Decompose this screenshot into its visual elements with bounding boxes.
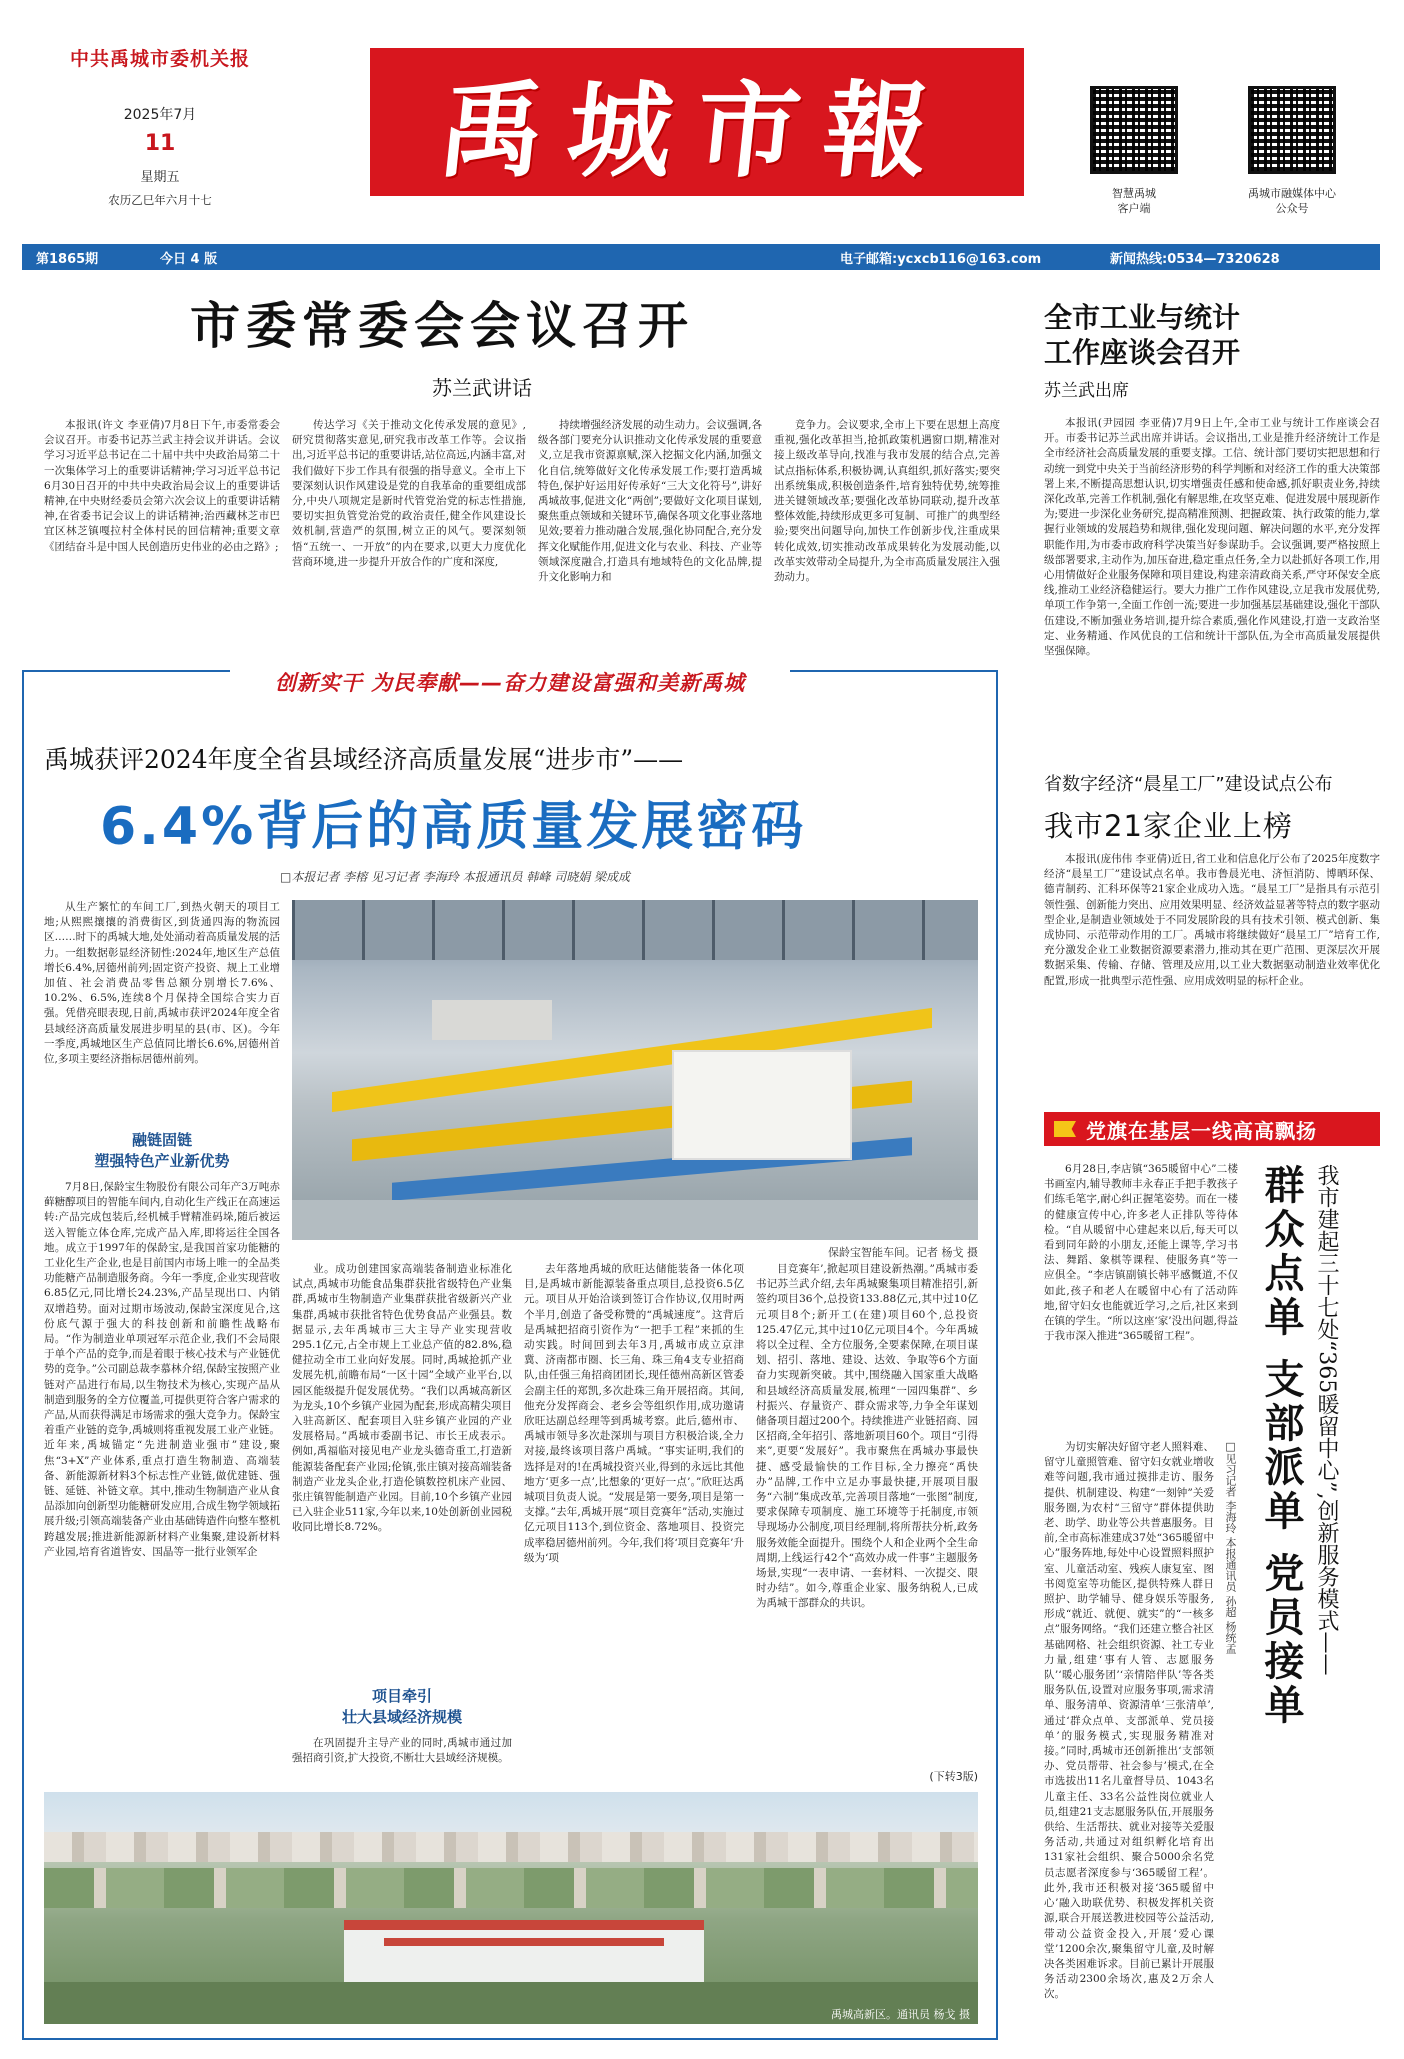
qr-code-app-caption: 智慧禹城 客户端 <box>1112 187 1156 215</box>
continued-on-page-3: (下转3版) <box>929 1770 978 1783</box>
feature-subhead-1: 融链固链 塑强特色产业新优势 <box>94 1131 230 1170</box>
feature-headline: 6.4%背后的高质量发展密码 <box>100 797 807 857</box>
factory-photo <box>292 900 978 1240</box>
lead-headline: 市委常委会会议召开 <box>190 297 694 355</box>
side1-subheadline: 苏兰武出席 <box>1044 381 1129 401</box>
issue-number: 第1865期 <box>36 251 99 267</box>
newspaper-logo <box>370 48 1024 196</box>
contact-email: 电子邮箱:ycxcb116@163.com <box>840 251 1042 267</box>
lead-column-2: 传达学习《关于推动文化传承发展的意见》,研究贯彻落实意见,研究我市改革工作等。会议指出,习近平总书记的重要讲话,站位高远,内涵丰富,对我们做好下步工作具有很强的指导意义。全市上下要深刻认识作风建设是党的自我革命的重要组成部分,中央八项规定是新时代管党治党的标志性措施,要切实担负管党治党的政治责任,健全作风建设长效机制,营造严的氛围,树立正的风气。要深刻领悟“五统一、一开放”的内在要求,以更大力度优化营商环境,进一步提升开放合作的广度和深度, <box>292 419 526 568</box>
feature-column-d: 目竞赛年’,掀起项目建设新热潮。”禹城市委书记苏兰武介绍,去年禹城聚集项目精准招引,新签约项目36个,总投资133.88亿元,其中过10亿元项目8个;新开工(在建)项目60个,总投资125.47亿元,其中过10亿元项目4个。今年禹城将以全过程、全方位服务,全要素保障,在项目谋划、招引、落地、建设、达效、争取等6个方面奋力实现新突破。其中,围绕融入国家重大战略和县域经济高质量发展,梳理“一园四集群”、乡村振兴、存量资产、群众需求等,力争全年谋划储备项目超过200个。持续推进产业链招商、园区招商,全年招引、落地新项目60个。项目“引得来”,更要“发展好”。我市聚焦在禹城办事最快捷、感受最愉快的工作目标,全力擦亮“禹快办”品牌,工作中立足办事最快捷,开展项目服务“六制”集成改革,完善项目落地“一张图”制度,要求保障专项制度、施工环境等于托制度,市领导现场办公制度,项目经理制,将所帮扶分析,政务服务效能全面提升。围绕个人和企业两个全生命周期,上线运行42个“高效办成一件事”主题服务场景,实现“一表申请、一套材料、一次提交、限时办结”。如今,尊重企业家、服务纳税人,已成为禹城干部群众的共识。 <box>756 1263 978 1610</box>
feature-banner: 创新实干 为民奉献——奋力建设富强和美新禹城 <box>230 664 790 700</box>
party-top-text: 6月28日,李店镇“365暖留中心”二楼书画室内,辅导教师丰永春正手把手教孩子们练毛笔字,耐心纠正握笔姿势。而在一楼的健康宣传中心,许多老人正排队等待体检。“自从暖留中心建起来以后,每天可以看到同年龄的小朋友,还能上课等,学习书法、舞蹈、象棋等课程、使服务真”等一应俱全。“李店镇副镇长韩平感慨道,不仅如此,孩子和老人在暖留中心有了活动阵地,留守妇女也能就近学习,之后,社区来到在镇的学生。“所以这座‘家’没出问题,得益于我市深入推进“365暖留工程”。 <box>1044 1163 1238 1343</box>
party-subheadline-vertical: 我市建起三十七处“365暖留中心”,创新服务模式—— <box>1314 1164 1339 1676</box>
issue-day: 11 <box>144 131 176 156</box>
feature-kicker: 禹城获评2024年度全省县域经济高质量发展“进步市”—— <box>44 745 684 774</box>
side2-headline: 我市21家企业上榜 <box>1044 809 1293 843</box>
feature-column-a: 7月8日,保龄宝生物股份有限公司年产3万吨赤藓糖醇项目的智能车间内,自动化生产线正在高速运转:产品完成包装后,经机械手臂精准码垛,随后被运送入智能立体仓库,完成产品入库,即将运往全国各地。成立于1997年的保龄宝,是我国首家功能糖的工业化生产企业,也是目前国内市场上唯一的全品类功能糖产品制造服务商。今年一季度,企业实现营收6.85亿元,同比增长24.23%,产品呈现出口、内销双增趋势。面对过期市场波动,保龄宝深度见合,这份底气源于强大的科技创新和前瞻性战略布局。“作为制造业单项冠军示范企业,我们不会局限于单个产品的竞争,而是着眼于核心技术与产业链优势的竞争。”公司副总裁李慕林介绍,保龄宝按照产业链对产品进行布局,以生物技术为核心,实现产品从制造到服务的全方位覆盖,可提供更符合客户需求的产品,从而获得满足市场需求的强大竞争力。保龄宝着重产业链的竞争,禹城则将重视发展工业产业链。近年来,禹城锚定“先进制造业强市”建设,聚焦“3+X”产业体系,重点打造生物制造、高端装备、新能源新材料3个标志性产业链,做优建链、强链、延链、补链文章。其中,推动生物制造产业从食品添加向创新型功能糖研发应用,合成生物学领域拓展升级;引领高端装备产业由基础铸造件向整车整机跨越发展;推进新能源新材料产业集聚,建设新材料产业园,培育省道皆安、国晶等一批行业领军企 <box>44 1181 280 1558</box>
feature-column-b: 业。成功创建国家高端装备制造业标准化试点,禹城市功能食品集群获批省级特色产业集群,禹城市生物制造产业集群获批省级新兴产业集群,禹城市获批省特色优势食品产业强县。数据显示,去年禹城市三大主导产业实现营收295.1亿元,占全市规上工业总产值的82.8%,稳健拉动全市工业向好发展。同时,禹城抢抓产业发展先机,前瞻布局“一区十园”全域产业平台,以园区能级提升促发展优势。“我们以禹城高新区为龙头,10个乡镇产业园为配套,形成高精尖项目入驻高新区、配套项目入驻乡镇产业园的产业发展格局。”禹城市委副书记、市长王成表示。例如,禹福临对接见电产业龙头德奇重工,打造新能源装备配套产业园;伦镇,张庄镇对接高端装备制造产业龙头企业,打造伦镇数控机床产业园、张庄镇智能制造产业园。目前,10个乡镇产业园已入驻企业511家,今年以来,10处创新创业园税收同比增长8.72%。 <box>292 1263 512 1534</box>
aerial-photo <box>44 1792 978 2024</box>
factory-photo-caption: 保龄宝智能车间。记者 杨戈 摄 <box>828 1246 978 1259</box>
party-bottom-text: 为切实解决好留守老人照料难、留守儿童照管难、留守妇女就业增收难等问题,我市通过摸排走访、服务提供、机制建设、构建“一刻钟”关爱服务圈,为农村“三留守”群体提供助老、助学、助业等公共普惠服务。目前,全市高标准建成37处“365暖留中心”服务阵地,每处中心设置照料照护室、儿童活动室、残疾人康复室、图书阅览室等功能区,提供特殊人群日照护、助学辅导、健身娱乐等服务,形成“就近、就便、就实”的“一核多点”服务网络。“我们还建立整合社区基础网格、社会组织资源、社工专业力量,组建‘事有人管、志愿服务队’‘暖心服务团’‘亲情陪伴队’等各类服务队伍,设置对应服务事项,需求清单、服务清单、资源清单‘三张清单’,通过‘群众点单、支部派单、党员接单’的服务模式,实现服务精准对接。”同时,禹城市还创新推出‘支部领办、党员帮带、社会参与’模式,在全市选拔出11名儿童督导员、1043名儿童主任、33名公益性岗位就业人员,组建21支志愿服务队伍,开展服务供给、生活帮扶、就业对接等关爱服务活动,共通过对组织孵化培育出131家社会组织、聚合5000余名党员志愿者深度参与‘365暖留工程’。此外,我市还积极对接‘365暖留中心’融入助联优势、积极发挥机关资源,联合开展送教进校园等公益活动,带动公益资金投入,开展‘爱心课堂’1200余次,聚集留守儿童,及时解决各类困难诉求。目前已累计开展服务活动2300余场次,惠及2万余人次。 <box>1044 1441 1214 2001</box>
aerial-photo-caption: 禹城高新区。通讯员 杨戈 摄 <box>831 2008 970 2021</box>
issue-weekday: 星期五 <box>140 170 180 185</box>
lead-subheadline: 苏兰武讲话 <box>432 376 532 400</box>
side1-headline: 全市工业与统计 工作座谈会召开 <box>1044 301 1241 369</box>
issue-year-month: 2025年7月 <box>123 107 197 123</box>
side2-body: 本报讯(庞伟伟 李亚倩)近日,省工业和信息化厅公布了2025年度数字经济“晨星工厂”建设试点名单。我市鲁晨光电、济恒消防、博晒环保、德青制药、汇科环保等21家企业成功入选。“晨星工厂”是指具有示范引领性强、创新能力突出、应用效果明显、经济效益显著等特点的数字驱动型企业,是制造业领域处于不同发展阶段的具有技术引领、模式创新、集成协同、示范带动作用的工厂。禹城市将继续做好“晨星工厂”培育工作,充分激发企业工业数据资源要素潜力,推动其在更广范围、更深层次开展数据采集、传输、存储、管理及应用,以工业大数据驱动制造业效率优化配置,形成一批典型示范性强、应用成效明显的标杆企业。 <box>1044 853 1380 987</box>
feature-subhead-2: 项目牵引 壮大县域经济规模 <box>341 1687 462 1726</box>
side2-kicker: 省数字经济“晨星工厂”建设试点公布 <box>1044 774 1333 795</box>
lead-column-1: 本报讯(许文 李亚倩)7月8日下午,市委常委会会议召开。市委书记苏兰武主持会议并讲话。会议学习习近平总书记在二十届中共中央政治局第二十一次集体学习上的重要讲话精神;学习习近平总书记6月30日召开的中共中央政治局会议上的重要讲话精神,在中央财经委员会第六次会议上的重要讲话精神,在省委书记会议上的讲话精神;治西藏林芝市巴宜区林芝镇嘎拉村全体村民的回信精神;重要文章《团结奋斗是中国人民创造历史伟业的必由之路》; <box>44 419 280 553</box>
party-byline-vertical: □见习记者 李海玲 本报通讯员 孙超 杨统孟 <box>1224 1440 1237 1654</box>
side1-body: 本报讯(尹园园 李亚倩)7月9日上午,全市工业与统计工作座谈会召开。市委书记苏兰武出席并讲话。会议指出,工业是推升经济统计工作是全市经济社会高质量发展的重要支撑。工信、统计部门要切实把思想和行动统一到党中央关于当前经济形势的科学判断和对经济工作的重大决策部署上来,不断提高思想认识,切实增强责任感和使命感,抓好职责业务,持续深化改革,完善工作机制,强化有解思维,在攻坚克难、促进发展中展现新作为;要进一步深化业务研究,提高精准预测、把握政策、执行政策的能力,掌握行业领域的发展趋势和规律,强化发现问题、解决问题的水平,充分发挥职能作用,为市委市政府科学决策当好参谋助手。会议强调,要严格按照上级部署要求,主动作为,加压奋进,稳定重点任务,全力以赴抓好各项工作,用心用情做好企业服务保障和项目建设,构建亲清政商关系,严守环保安全底线,推动工业经济稳健运行。要大力推广工作作风建设,立足我市发展优势,单项工作争第一,全面工作创一流;要进一步加强基层基础建设,强化干部队伍建设,不断加强业务培训,提升综合素质,强化作风建设,打造一支政治坚定、业务精通、作风优良的工信和统计干部队伍,为全市高质量发展提供坚强保障。 <box>1044 417 1380 658</box>
party-organ-label: 中共禹城市委机关报 <box>69 48 250 70</box>
party-flag-icon <box>1054 1121 1076 1137</box>
page-count: 今日 4 版 <box>160 251 218 267</box>
qr-code-app <box>1090 86 1178 174</box>
news-hotline: 新闻热线:0534—7320628 <box>1110 251 1280 267</box>
lunar-date: 农历乙巳年六月十七 <box>108 193 212 207</box>
info-bar <box>22 244 1380 270</box>
feature-column-c: 去年落地禹城的欣旺达储能装备一体化项目,是禹城市新能源装备重点项目,总投资6.5亿元。项目从开始洽谈到签订合作协议,仅用时两个半月,创造了备受称赞的“禹城速度”。这背后是禹城把招商引资作为“一把手工程”来抓的生动实践。时间回到去年3月,禹城市成立京津冀、济南都市圈、长三角、珠三角4支专业招商队,由任强三角招商团团长,现任德州高新区管委会副主任的郑凯,多次赴珠三角开展招商。其间,他充分发挥商会、老乡会等组织作用,成功邀请欣旺达副总经理等到禹城考察。此后,德州市、禹城市领导多次赴深圳与项目方积极洽谈,全力对接,最终该项目落户禹城。“事实证明,我们的选择是对的!在禹城投资兴业,得到的永远比其他地方‘更多一点’,比想象的‘更好一点’。”欣旺达禹城项目负责人说。“发展是第一要务,项目是第一支撑。”去年,禹城开展“项目竞赛年”活动,实施过亿元项目113个,到位资金、落地项目、投资完成率稳居德州前列。今年,我们将‘项目竞赛年’升级为‘项 <box>524 1263 744 1564</box>
party-headline-vertical: 群众点单 支部派单 党员接单 <box>1258 1164 1304 1728</box>
newspaper-logo-text: 禹城市報 <box>433 69 959 192</box>
lead-column-4: 竞争力。会议要求,全市上下要在思想上高度重视,强化改革担当,抢抓政策机遇窗口期,精准对接上级改革导向,找准与我市发展的结合点,完善试点指标体系,积极协调,认真组织,抓好落实;要突出系统集成,积极创造条件,培育独特优势,统筹推进关键领域改革;要强化改革协同联动,提升改革整体效能,持续形成更多可复制、可推广的典型经验;要突出问题导向,加快工作创新步伐,注重成果转化成效,切实推动改革成果转化为发展动能,以改革实效带动全局提升,为全市高质量发展注入强劲动力。 <box>774 419 1000 584</box>
feature-intro: 从生产繁忙的车间工厂,到热火朝天的项目工地;从熙熙攘攘的消费街区,到货通四海的物流园区……时下的禹城大地,处处涌动着高质量发展的活力。一组数据彰显经济韧性:2024年,地区生产总值增长6.4%,居德州前列;固定资产投资、规上工业增加值、社会消费品零售总额分别增长7.6%、10.2%、6.5%,连续8个月保持全国综合实力百强。凭借亮眼表现,日前,禹城市获评2024年度全省县域经济高质量发展进步明星的县(市、区)。今年一季度,禹城地区生产总值同比增长6.6%,居德州首位,多项主要经济指标居德州前列。 <box>44 901 280 1066</box>
lead-column-3: 持续增强经济发展的动生动力。会议强调,各级各部门要充分认识推动文化传承发展的重要意义,立足我市资源禀赋,深入挖掘文化内涵,加强文化自信,统筹做好文化传承发展工作;要打造禹城特色,保护好运用好传承好“三大文化符号”,讲好禹城故事,促进文化“两创”;要做好文化项目谋划,聚焦重点领域和关键环节,确保各项文化事业落地见效;要着力推动融合发展,强化协同配合,充分发挥文化赋能作用,促进文化与农业、科技、产业等领域深度融合,打造具有地域特色的文化品牌,提升文化影响力和 <box>538 419 762 584</box>
feature-byline: □本报记者 李榕 见习记者 李海玲 本报通讯员 韩峰 司晓娟 梁成成 <box>280 870 631 884</box>
party-banner: 党旗在基层一线高高飘扬 <box>1044 1112 1380 1146</box>
qr-code-wechat-caption: 禹城市融媒体中心 公众号 <box>1248 187 1336 215</box>
feature-column-b2: 在巩固提升主导产业的同时,禹城市通过加强招商引资,扩大投资,不断壮大县域经济规模。 <box>292 1737 512 1765</box>
qr-code-wechat <box>1248 86 1336 174</box>
